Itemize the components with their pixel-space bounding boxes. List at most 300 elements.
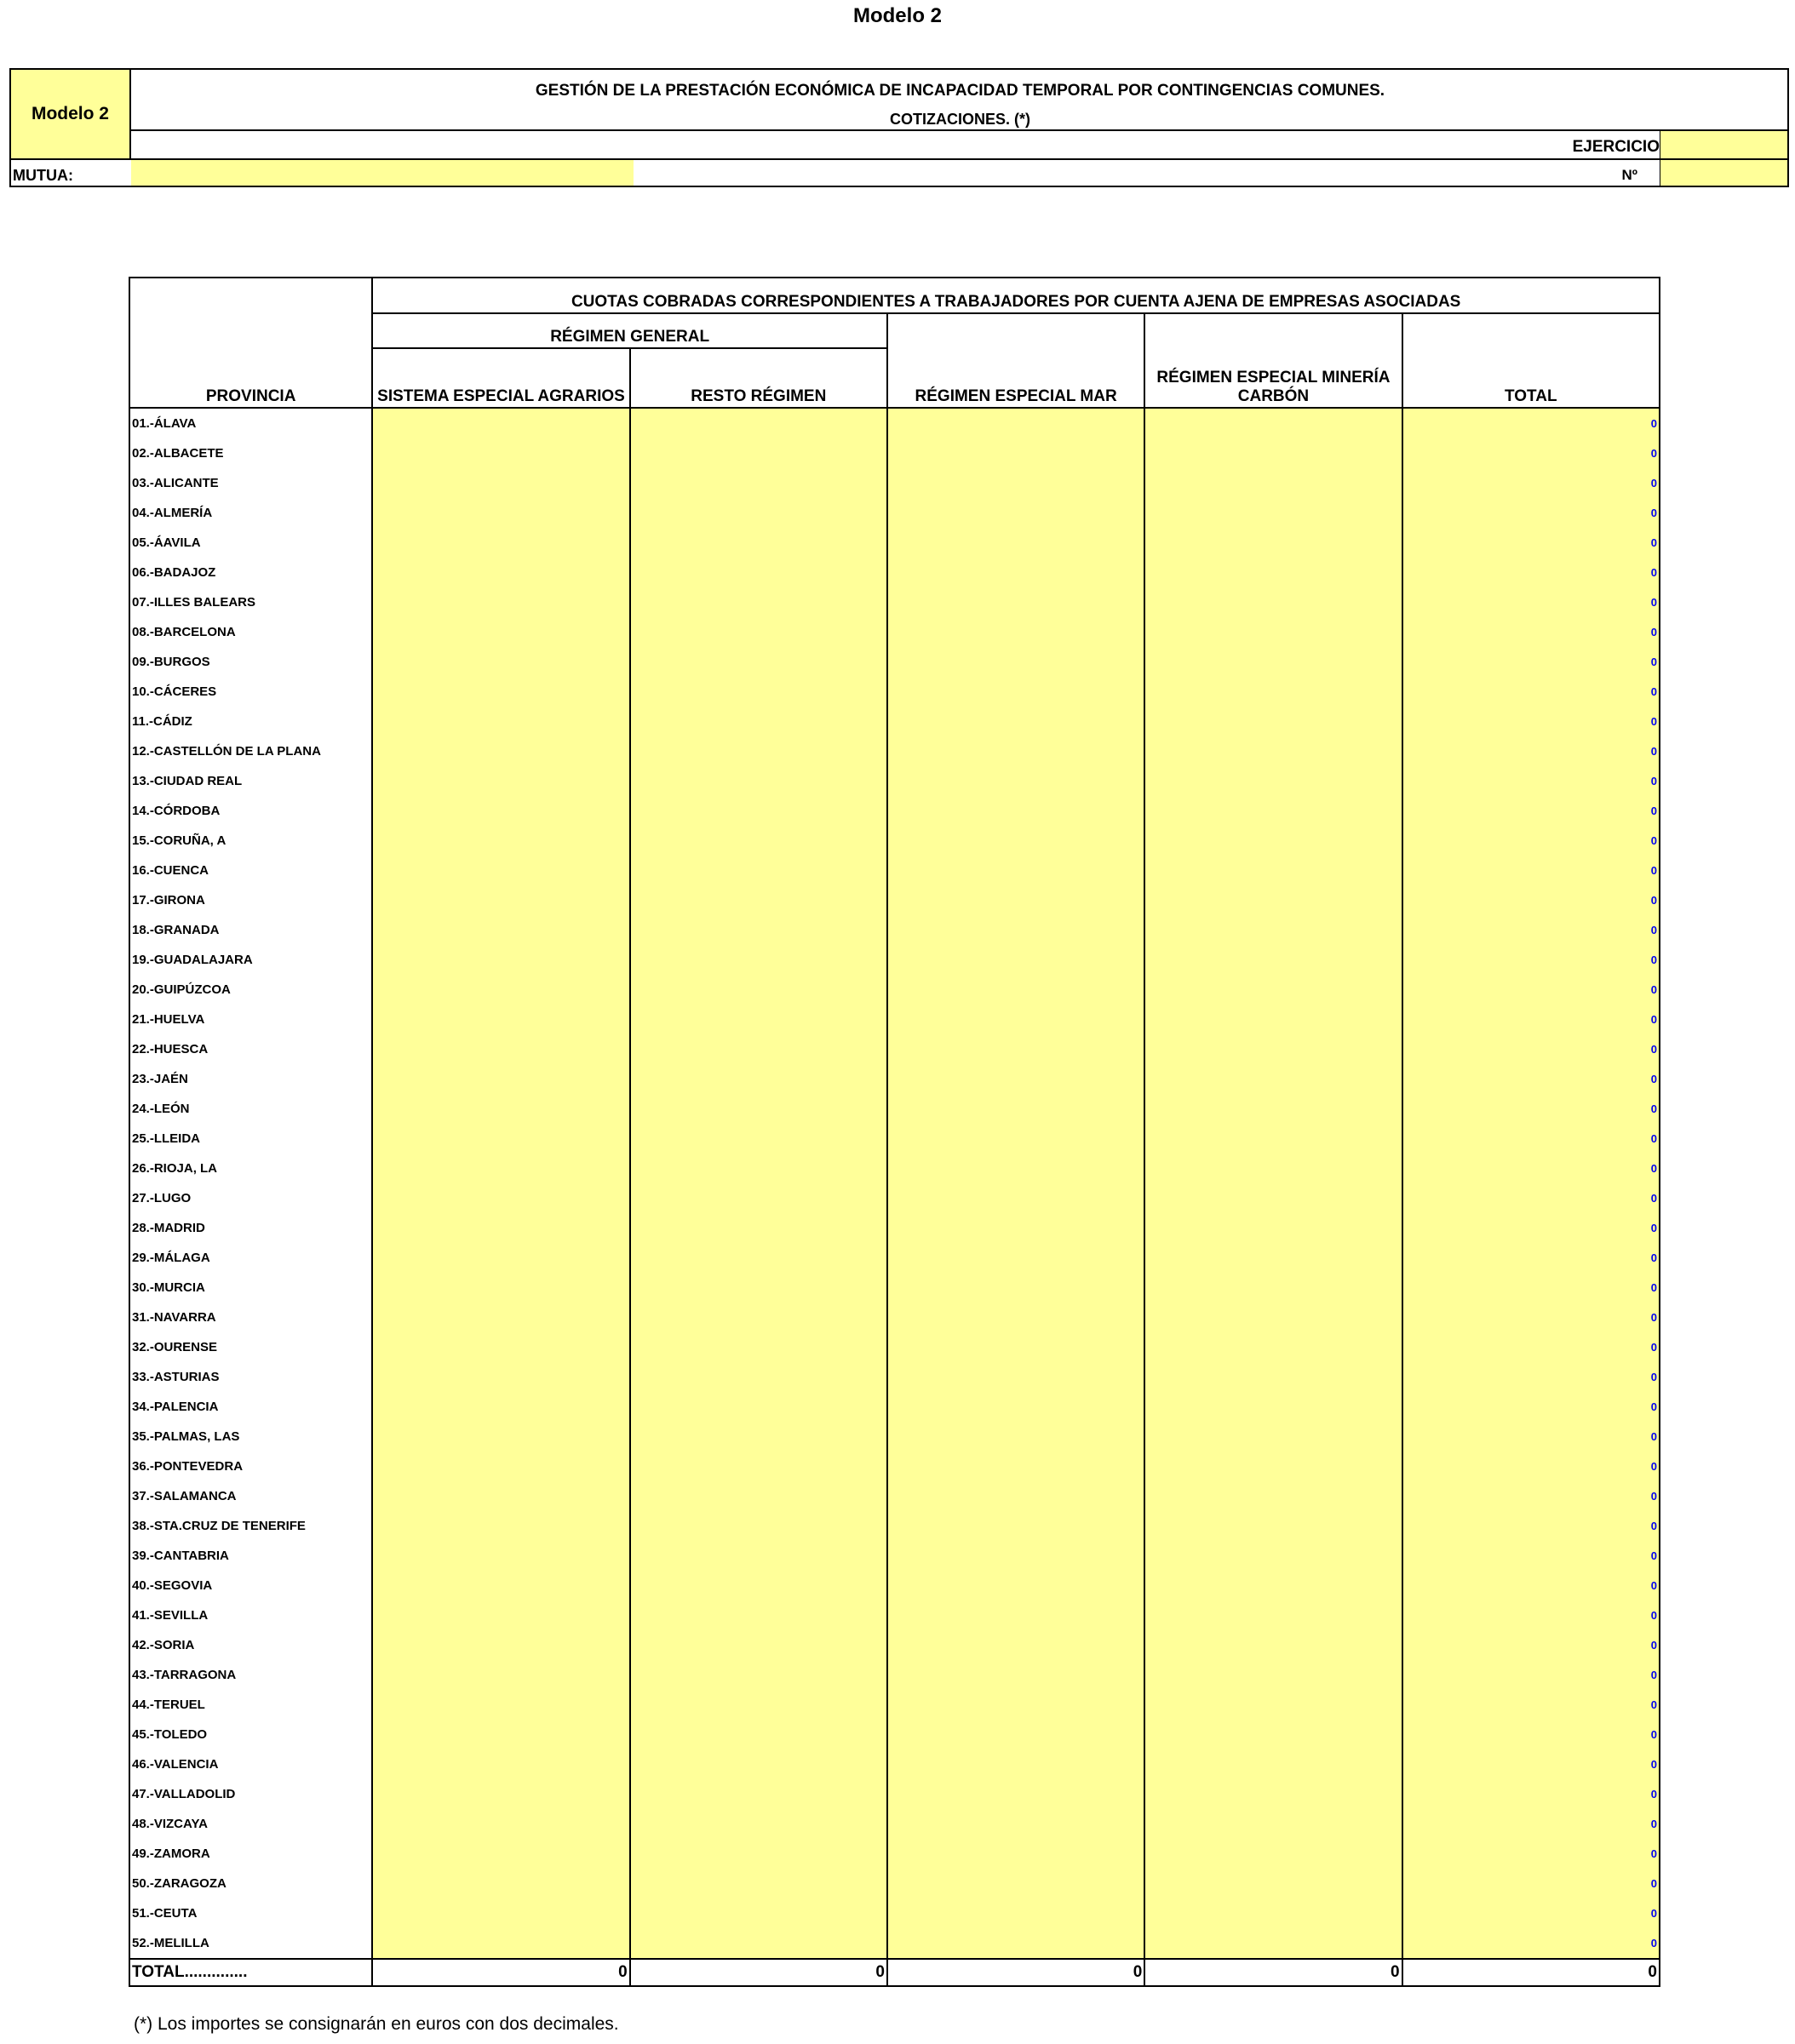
mar-input-cell[interactable] (887, 1064, 1144, 1094)
resto-input-cell[interactable] (630, 1154, 887, 1183)
mineria-input-cell[interactable] (1144, 1064, 1402, 1094)
ejercicio-input[interactable] (1660, 131, 1787, 158)
table-row (129, 1064, 1660, 1094)
agrarios-input-cell[interactable] (372, 1243, 629, 1273)
provincia-label: 48.-VIZCAYA (129, 1809, 372, 1839)
resto-input-cell[interactable] (630, 736, 887, 766)
agrarios-input-cell[interactable] (372, 1362, 629, 1392)
row-total-cell: 0 (1402, 1571, 1660, 1600)
mineria-input-cell[interactable] (1144, 1898, 1402, 1928)
mar-input-cell[interactable] (887, 1928, 1144, 1959)
mineria-input-cell[interactable] (1144, 1690, 1402, 1720)
agrarios-input-cell[interactable] (372, 1898, 629, 1928)
resto-input-cell[interactable] (630, 1124, 887, 1154)
agrarios-input-cell[interactable] (372, 1511, 629, 1541)
agrarios-input-cell[interactable] (372, 1451, 629, 1481)
provincia-label: 43.-TARRAGONA (129, 1660, 372, 1690)
mineria-input-cell[interactable] (1144, 1511, 1402, 1541)
mineria-input-cell[interactable] (1144, 1422, 1402, 1451)
provincia-label: 30.-MURCIA (129, 1273, 372, 1303)
table-row (129, 1690, 1660, 1720)
agrarios-input-cell[interactable] (372, 1749, 629, 1779)
table-row (129, 1273, 1660, 1303)
resto-input-cell[interactable] (630, 1869, 887, 1898)
totals-label: TOTAL.............. (129, 1959, 372, 1986)
mineria-input-cell[interactable] (1144, 1034, 1402, 1064)
resto-input-cell[interactable] (630, 1481, 887, 1511)
mar-input-cell[interactable] (887, 677, 1144, 707)
agrarios-input-cell[interactable] (372, 1481, 629, 1511)
mineria-input-cell[interactable] (1144, 1571, 1402, 1600)
table-row (129, 766, 1660, 796)
mar-input-cell[interactable] (887, 1034, 1144, 1064)
form-title: GESTIÓN DE LA PRESTACIÓN ECONÓMICA DE INCAPACIDAD TEMPORAL POR CONTINGENCIAS COMUNES. (535, 82, 1385, 100)
row-total-cell: 0 (1402, 1779, 1660, 1809)
table-row (129, 1660, 1660, 1690)
table-row (129, 438, 1660, 468)
mar-input-cell[interactable] (887, 528, 1144, 558)
table-row (129, 1571, 1660, 1600)
resto-input-cell[interactable] (630, 1243, 887, 1273)
provincia-label: 45.-TOLEDO (129, 1720, 372, 1749)
mineria-input-cell[interactable] (1144, 647, 1402, 677)
agrarios-input-cell[interactable] (372, 617, 629, 647)
resto-input-cell[interactable] (630, 826, 887, 856)
resto-input-cell[interactable] (630, 1898, 887, 1928)
row-total-cell: 0 (1402, 1064, 1660, 1094)
mineria-input-cell[interactable] (1144, 468, 1402, 498)
agrarios-input-cell[interactable] (372, 1630, 629, 1660)
mar-input-cell[interactable] (887, 1630, 1144, 1660)
mineria-input-cell[interactable] (1144, 707, 1402, 736)
mar-input-cell[interactable] (887, 1303, 1144, 1332)
mineria-input-cell[interactable] (1144, 617, 1402, 647)
mar-input-cell[interactable] (887, 498, 1144, 528)
agrarios-input-cell[interactable] (372, 1720, 629, 1749)
mineria-input-cell[interactable] (1144, 885, 1402, 915)
resto-input-cell[interactable] (630, 1183, 887, 1213)
total-agrarios: 0 (372, 1959, 629, 1986)
resto-input-cell[interactable] (630, 1451, 887, 1481)
resto-input-cell[interactable] (630, 975, 887, 1005)
mar-input-cell[interactable] (887, 915, 1144, 945)
mineria-input-cell[interactable] (1144, 1243, 1402, 1273)
agrarios-input-cell[interactable] (372, 1183, 629, 1213)
table-row (129, 1839, 1660, 1869)
provincia-label: 25.-LLEIDA (129, 1124, 372, 1154)
agrarios-input-cell[interactable] (372, 647, 629, 677)
table-row (129, 1869, 1660, 1898)
mineria-input-cell[interactable] (1144, 408, 1402, 438)
row-total-cell: 0 (1402, 856, 1660, 885)
mar-input-cell[interactable] (887, 885, 1144, 915)
resto-input-cell[interactable] (630, 468, 887, 498)
mar-input-cell[interactable] (887, 796, 1144, 826)
agrarios-input-cell[interactable] (372, 498, 629, 528)
mineria-input-cell[interactable] (1144, 1541, 1402, 1571)
numero-input[interactable] (1660, 160, 1787, 186)
resto-input-cell[interactable] (630, 885, 887, 915)
resto-input-cell[interactable] (630, 1034, 887, 1064)
resto-input-cell[interactable] (630, 1332, 887, 1362)
agrarios-input-cell[interactable] (372, 1541, 629, 1571)
resto-input-cell[interactable] (630, 1660, 887, 1690)
row-total-cell: 0 (1402, 945, 1660, 975)
table-row (129, 1154, 1660, 1183)
provincia-label: 18.-GRANADA (129, 915, 372, 945)
row-total-cell: 0 (1402, 1034, 1660, 1064)
total-mineria: 0 (1144, 1959, 1402, 1986)
mar-input-cell[interactable] (887, 945, 1144, 975)
table-row (129, 975, 1660, 1005)
mineria-input-cell[interactable] (1144, 1749, 1402, 1779)
mar-input-cell[interactable] (887, 1839, 1144, 1869)
agrarios-input-cell[interactable] (372, 1303, 629, 1332)
resto-input-cell[interactable] (630, 1541, 887, 1571)
mar-input-cell[interactable] (887, 856, 1144, 885)
table-row (129, 647, 1660, 677)
table-row (129, 1541, 1660, 1571)
mineria-input-cell[interactable] (1144, 1213, 1402, 1243)
row-total-cell: 0 (1402, 1928, 1660, 1959)
agrarios-input-cell[interactable] (372, 468, 629, 498)
mineria-input-cell[interactable] (1144, 1720, 1402, 1749)
mar-input-cell[interactable] (887, 1094, 1144, 1124)
row-total-cell: 0 (1402, 1481, 1660, 1511)
agrarios-input-cell[interactable] (372, 915, 629, 945)
resto-input-cell[interactable] (630, 1005, 887, 1034)
resto-input-cell[interactable] (630, 1779, 887, 1809)
provincia-label: 12.-CASTELLÓN DE LA PLANA (129, 736, 372, 766)
mar-input-cell[interactable] (887, 1422, 1144, 1451)
agrarios-input-cell[interactable] (372, 438, 629, 468)
provincia-label: 37.-SALAMANCA (129, 1481, 372, 1511)
table-row (129, 1928, 1660, 1959)
resto-input-cell[interactable] (630, 1749, 887, 1779)
mineria-input-cell[interactable] (1144, 1779, 1402, 1809)
resto-input-cell[interactable] (630, 438, 887, 468)
provincia-label: 29.-MÁLAGA (129, 1243, 372, 1273)
agrarios-input-cell[interactable] (372, 1213, 629, 1243)
mineria-input-cell[interactable] (1144, 796, 1402, 826)
mineria-input-cell[interactable] (1144, 498, 1402, 528)
row-total-cell: 0 (1402, 408, 1660, 438)
resto-input-cell[interactable] (630, 945, 887, 975)
mar-input-cell[interactable] (887, 1720, 1144, 1749)
agrarios-input-cell[interactable] (372, 408, 629, 438)
agrarios-input-cell[interactable] (372, 1660, 629, 1690)
row-total-cell: 0 (1402, 498, 1660, 528)
resto-input-cell[interactable] (630, 617, 887, 647)
resto-input-cell[interactable] (630, 796, 887, 826)
mineria-input-cell[interactable] (1144, 736, 1402, 766)
mineria-input-cell[interactable] (1144, 677, 1402, 707)
resto-input-cell[interactable] (630, 647, 887, 677)
resto-input-cell[interactable] (630, 1720, 887, 1749)
mar-input-cell[interactable] (887, 736, 1144, 766)
header-provincia: PROVINCIA (129, 278, 372, 408)
mineria-input-cell[interactable] (1144, 1928, 1402, 1959)
row-total-cell: 0 (1402, 707, 1660, 736)
resto-input-cell[interactable] (630, 1273, 887, 1303)
resto-input-cell[interactable] (630, 1422, 887, 1451)
resto-input-cell[interactable] (630, 915, 887, 945)
table-row (129, 1451, 1660, 1481)
resto-input-cell[interactable] (630, 1928, 887, 1959)
agrarios-input-cell[interactable] (372, 1332, 629, 1362)
mar-input-cell[interactable] (887, 1571, 1144, 1600)
resto-input-cell[interactable] (630, 587, 887, 617)
provincia-label: 04.-ALMERÍA (129, 498, 372, 528)
row-total-cell: 0 (1402, 915, 1660, 945)
resto-input-cell[interactable] (630, 1213, 887, 1243)
agrarios-input-cell[interactable] (372, 707, 629, 736)
agrarios-input-cell[interactable] (372, 1839, 629, 1869)
agrarios-input-cell[interactable] (372, 796, 629, 826)
mar-input-cell[interactable] (887, 1005, 1144, 1034)
resto-input-cell[interactable] (630, 498, 887, 528)
header-col-mar: RÉGIMEN ESPECIAL MAR (887, 313, 1144, 408)
agrarios-input-cell[interactable] (372, 1779, 629, 1809)
row-total-cell: 0 (1402, 1273, 1660, 1303)
agrarios-input-cell[interactable] (372, 1034, 629, 1064)
numero-label: Nº (1621, 167, 1637, 183)
provincia-label: 14.-CÓRDOBA (129, 796, 372, 826)
mineria-input-cell[interactable] (1144, 1094, 1402, 1124)
mar-input-cell[interactable] (887, 1898, 1144, 1928)
resto-input-cell[interactable] (630, 677, 887, 707)
table-row (129, 796, 1660, 826)
mar-input-cell[interactable] (887, 1183, 1144, 1213)
mineria-input-cell[interactable] (1144, 1481, 1402, 1511)
mineria-input-cell[interactable] (1144, 438, 1402, 468)
mineria-input-cell[interactable] (1144, 1303, 1402, 1332)
mar-input-cell[interactable] (887, 558, 1144, 587)
mar-input-cell[interactable] (887, 617, 1144, 647)
mineria-input-cell[interactable] (1144, 826, 1402, 856)
mar-input-cell[interactable] (887, 1154, 1144, 1183)
mineria-input-cell[interactable] (1144, 1451, 1402, 1481)
row-total-cell: 0 (1402, 1124, 1660, 1154)
resto-input-cell[interactable] (630, 1362, 887, 1392)
mineria-input-cell[interactable] (1144, 587, 1402, 617)
mar-input-cell[interactable] (887, 438, 1144, 468)
form-subtitle: COTIZACIONES. (*) (890, 111, 1030, 128)
mar-input-cell[interactable] (887, 1511, 1144, 1541)
table-row (129, 826, 1660, 856)
table-row (129, 1779, 1660, 1809)
agrarios-input-cell[interactable] (372, 826, 629, 856)
agrarios-input-cell[interactable] (372, 1273, 629, 1303)
mar-input-cell[interactable] (887, 1660, 1144, 1690)
agrarios-input-cell[interactable] (372, 766, 629, 796)
mar-input-cell[interactable] (887, 975, 1144, 1005)
mar-input-cell[interactable] (887, 408, 1144, 438)
agrarios-input-cell[interactable] (372, 945, 629, 975)
row-total-cell: 0 (1402, 975, 1660, 1005)
provincia-label: 49.-ZAMORA (129, 1839, 372, 1869)
row-total-cell: 0 (1402, 1303, 1660, 1332)
provincia-label: 52.-MELILLA (129, 1928, 372, 1959)
resto-input-cell[interactable] (630, 1630, 887, 1660)
provincia-label: 35.-PALMAS, LAS (129, 1422, 372, 1451)
row-total-cell: 0 (1402, 1869, 1660, 1898)
agrarios-input-cell[interactable] (372, 1600, 629, 1630)
mineria-input-cell[interactable] (1144, 1362, 1402, 1392)
provincia-label: 31.-NAVARRA (129, 1303, 372, 1332)
table-row (129, 1720, 1660, 1749)
provincia-label: 32.-OURENSE (129, 1332, 372, 1362)
resto-input-cell[interactable] (630, 856, 887, 885)
mar-input-cell[interactable] (887, 826, 1144, 856)
agrarios-input-cell[interactable] (372, 975, 629, 1005)
mar-input-cell[interactable] (887, 1869, 1144, 1898)
mineria-input-cell[interactable] (1144, 766, 1402, 796)
table-row (129, 1362, 1660, 1392)
mineria-input-cell[interactable] (1144, 1332, 1402, 1362)
resto-input-cell[interactable] (630, 1303, 887, 1332)
provincia-label: 11.-CÁDIZ (129, 707, 372, 736)
resto-input-cell[interactable] (630, 1600, 887, 1630)
mineria-input-cell[interactable] (1144, 1005, 1402, 1034)
table-row (129, 587, 1660, 617)
resto-input-cell[interactable] (630, 1690, 887, 1720)
agrarios-input-cell[interactable] (372, 1869, 629, 1898)
provincia-label: 24.-LEÓN (129, 1094, 372, 1124)
agrarios-input-cell[interactable] (372, 1064, 629, 1094)
row-total-cell: 0 (1402, 1898, 1660, 1928)
mar-input-cell[interactable] (887, 1213, 1144, 1243)
mar-input-cell[interactable] (887, 1362, 1144, 1392)
resto-input-cell[interactable] (630, 707, 887, 736)
row-total-cell: 0 (1402, 885, 1660, 915)
mar-input-cell[interactable] (887, 1809, 1144, 1839)
ejercicio-label: EJERCICIO (1572, 138, 1660, 156)
total-grand: 0 (1402, 1959, 1660, 1986)
agrarios-input-cell[interactable] (372, 677, 629, 707)
mineria-input-cell[interactable] (1144, 1839, 1402, 1869)
mar-input-cell[interactable] (887, 1273, 1144, 1303)
mar-input-cell[interactable] (887, 1541, 1144, 1571)
mineria-input-cell[interactable] (1144, 1630, 1402, 1660)
mar-input-cell[interactable] (887, 1451, 1144, 1481)
agrarios-input-cell[interactable] (372, 1094, 629, 1124)
table-row (129, 1809, 1660, 1839)
mar-input-cell[interactable] (887, 647, 1144, 677)
agrarios-input-cell[interactable] (372, 1928, 629, 1959)
agrarios-input-cell[interactable] (372, 528, 629, 558)
agrarios-input-cell[interactable] (372, 587, 629, 617)
provincia-label: 07.-ILLES BALEARS (129, 587, 372, 617)
mineria-input-cell[interactable] (1144, 528, 1402, 558)
table-row (129, 1392, 1660, 1422)
agrarios-input-cell[interactable] (372, 1392, 629, 1422)
mineria-input-cell[interactable] (1144, 856, 1402, 885)
mineria-input-cell[interactable] (1144, 1600, 1402, 1630)
resto-input-cell[interactable] (630, 1511, 887, 1541)
resto-input-cell[interactable] (630, 408, 887, 438)
mar-input-cell[interactable] (887, 468, 1144, 498)
agrarios-input-cell[interactable] (372, 736, 629, 766)
mar-input-cell[interactable] (887, 707, 1144, 736)
mineria-input-cell[interactable] (1144, 975, 1402, 1005)
mineria-input-cell[interactable] (1144, 1124, 1402, 1154)
resto-input-cell[interactable] (630, 558, 887, 587)
resto-input-cell[interactable] (630, 1094, 887, 1124)
provincia-label: 38.-STA.CRUZ DE TENERIFE (129, 1511, 372, 1541)
resto-input-cell[interactable] (630, 1571, 887, 1600)
mar-input-cell[interactable] (887, 1481, 1144, 1511)
row-total-cell: 0 (1402, 558, 1660, 587)
agrarios-input-cell[interactable] (372, 1809, 629, 1839)
mar-input-cell[interactable] (887, 766, 1144, 796)
mutua-input[interactable] (131, 160, 634, 186)
row-total-cell: 0 (1402, 1332, 1660, 1362)
resto-input-cell[interactable] (630, 528, 887, 558)
agrarios-input-cell[interactable] (372, 1154, 629, 1183)
provincia-label: 28.-MADRID (129, 1213, 372, 1243)
mineria-input-cell[interactable] (1144, 558, 1402, 587)
provincia-label: 39.-CANTABRIA (129, 1541, 372, 1571)
mar-input-cell[interactable] (887, 1392, 1144, 1422)
row-total-cell: 0 (1402, 1243, 1660, 1273)
mar-input-cell[interactable] (887, 587, 1144, 617)
mar-input-cell[interactable] (887, 1124, 1144, 1154)
mar-input-cell[interactable] (887, 1779, 1144, 1809)
resto-input-cell[interactable] (630, 766, 887, 796)
agrarios-input-cell[interactable] (372, 1005, 629, 1034)
provincia-label: 42.-SORIA (129, 1630, 372, 1660)
table-row (129, 1422, 1660, 1451)
resto-input-cell[interactable] (630, 1839, 887, 1869)
mineria-input-cell[interactable] (1144, 1273, 1402, 1303)
footnote: (*) Los importes se consignarán en euros con dos decimales. (134, 2014, 619, 2034)
agrarios-input-cell[interactable] (372, 558, 629, 587)
mar-input-cell[interactable] (887, 1600, 1144, 1630)
provincia-label: 06.-BADAJOZ (129, 558, 372, 587)
mineria-input-cell[interactable] (1144, 1869, 1402, 1898)
provincia-label: 46.-VALENCIA (129, 1749, 372, 1779)
mineria-input-cell[interactable] (1144, 1183, 1402, 1213)
row-total-cell: 0 (1402, 1362, 1660, 1392)
agrarios-input-cell[interactable] (372, 1422, 629, 1451)
mineria-input-cell[interactable] (1144, 1154, 1402, 1183)
resto-input-cell[interactable] (630, 1392, 887, 1422)
provincia-label: 17.-GIRONA (129, 885, 372, 915)
resto-input-cell[interactable] (630, 1809, 887, 1839)
mar-input-cell[interactable] (887, 1690, 1144, 1720)
provincia-label: 21.-HUELVA (129, 1005, 372, 1034)
agrarios-input-cell[interactable] (372, 1690, 629, 1720)
provincia-label: 09.-BURGOS (129, 647, 372, 677)
agrarios-input-cell[interactable] (372, 1571, 629, 1600)
agrarios-input-cell[interactable] (372, 856, 629, 885)
table-row (129, 1600, 1660, 1630)
resto-input-cell[interactable] (630, 1064, 887, 1094)
mar-input-cell[interactable] (887, 1243, 1144, 1273)
mineria-input-cell[interactable] (1144, 1660, 1402, 1690)
mar-input-cell[interactable] (887, 1749, 1144, 1779)
mineria-input-cell[interactable] (1144, 915, 1402, 945)
table-row (129, 558, 1660, 587)
mineria-input-cell[interactable] (1144, 945, 1402, 975)
agrarios-input-cell[interactable] (372, 885, 629, 915)
mineria-input-cell[interactable] (1144, 1809, 1402, 1839)
mineria-input-cell[interactable] (1144, 1392, 1402, 1422)
mar-input-cell[interactable] (887, 1332, 1144, 1362)
row-total-cell: 0 (1402, 1630, 1660, 1660)
agrarios-input-cell[interactable] (372, 1124, 629, 1154)
